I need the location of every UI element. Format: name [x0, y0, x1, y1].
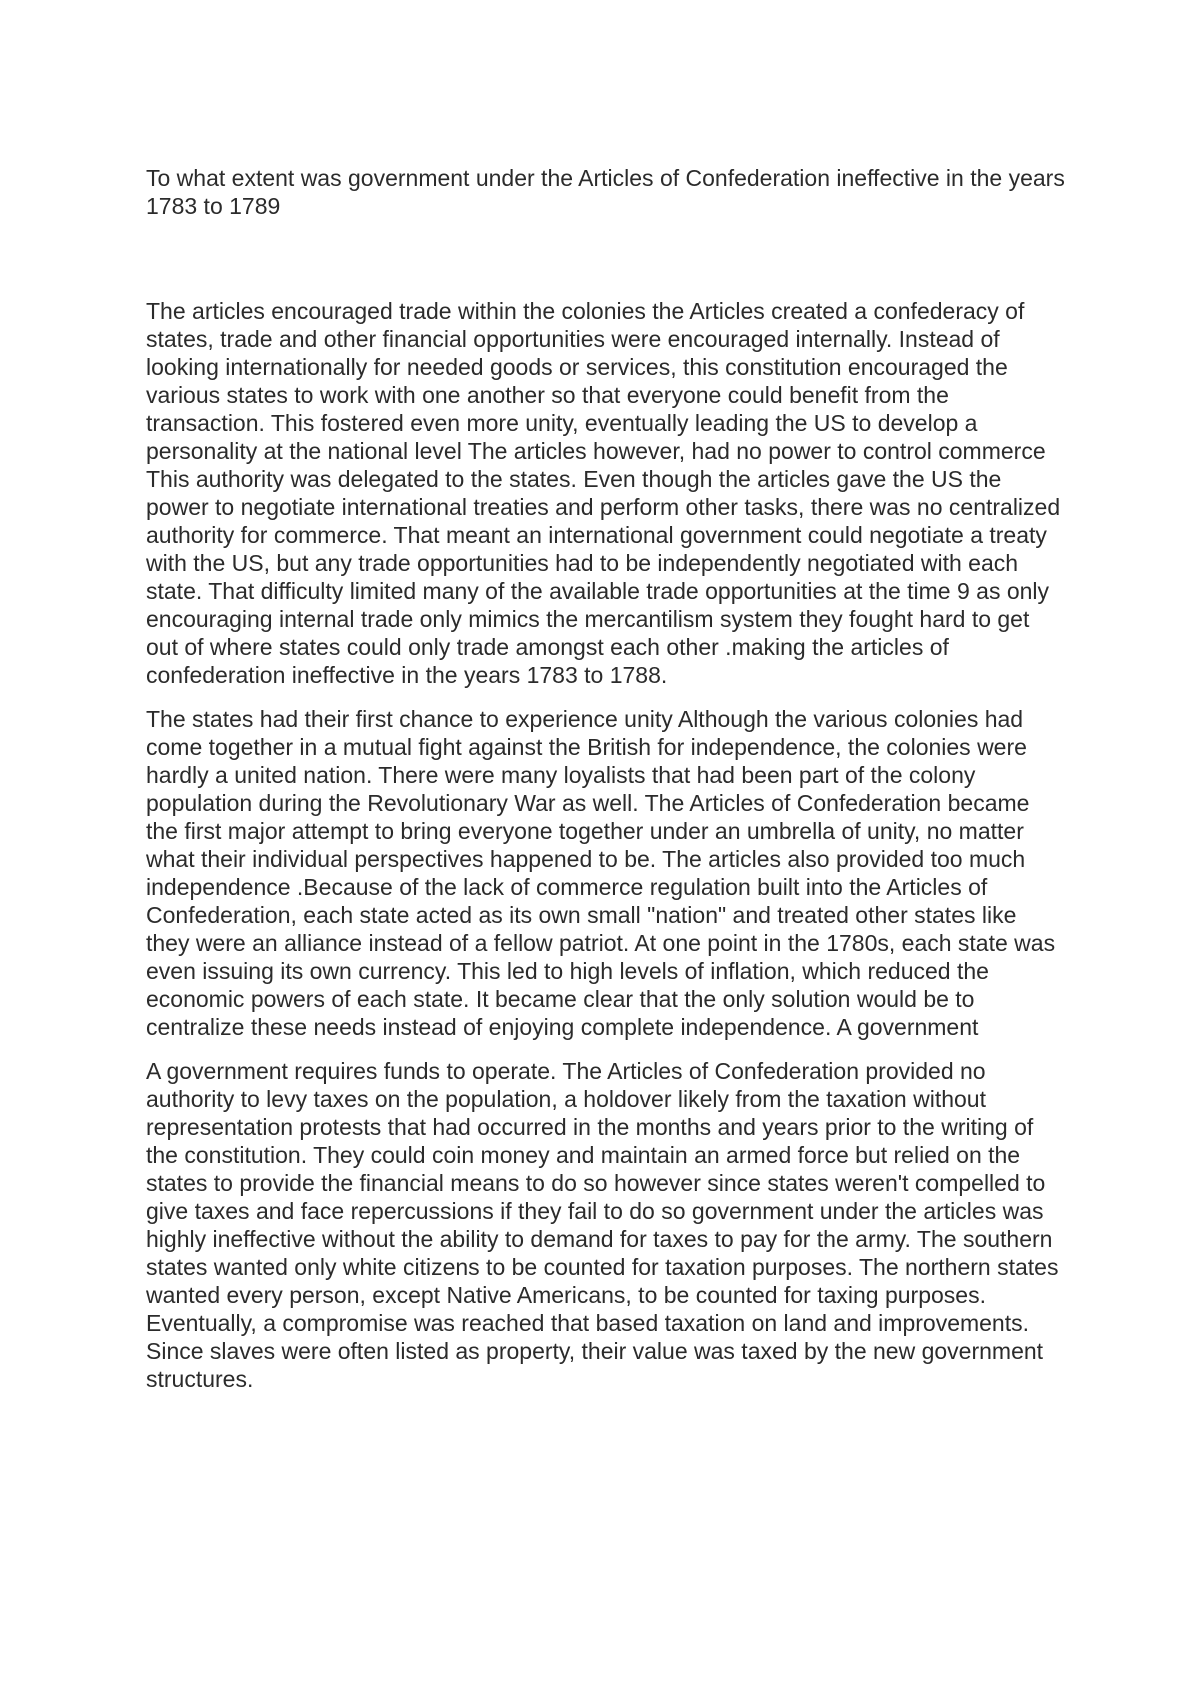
paragraph-unity: The states had their first chance to experience unity Although the various colonies had come together in a mutual fight against the British for independence, the colonies were hardly a united nation. There were many loyalists that had been part of the colony population during the Revolutionary War as well. The Articles of Confederation became the first major attempt to bring everyone together under an umbrella of unity, no matter what their individual perspectives happened to be. The articles also provided too much independence .Because of the lack of commerce regulation built into the Articles of Confederation, each state acted as its own small "nation" and treated other states like they were an alliance instead of a fellow patriot. At one point in the 1780s, each state was even issuing its own currency. This led to high levels of inflation, which reduced the economic powers of each state. It became clear that the only solution would be to centralize these needs instead of enjoying complete independence. A government — [146, 706, 1056, 1040]
document-body — [146, 164, 1066, 1409]
paragraph-taxation: A government requires funds to operate. The Articles of Confederation provided no authority to levy taxes on the population, a holdover likely from the taxation without representation protests that had occurred in the months and years prior to the writing of the constitution. They could coin money and maintain an armed force but relied on the states to provide the financial means to do so however since states weren't compelled to give taxes and face repercussions if they fail to do so government under the articles was highly ineffective without the ability to demand for taxes to pay for the army. The southern states wanted only white citizens to be counted for taxation purposes. The northern states wanted every person, except Native Americans, to be counted for taxing purposes. Eventually, a compromise was reached that based taxation on land and improvements. Since slaves were often listed as property, their value was taxed by the new government structures. — [146, 1058, 1059, 1392]
paragraph-trade: The articles encouraged trade within the colonies the Articles created a confederacy of states, trade and other financial opportunities were encouraged internally. Instead of looking internationally for needed goods or services, this constitution encouraged the various states to work with one another so that everyone could benefit from the transaction. This fostered even more unity, eventually leading the US to develop a personality at the national level The articles however, had no power to control commerce This authority was delegated to the states. Even though the articles gave the US the power to negotiate international treaties and perform other tasks, there was no centralized authority for commerce. That meant an international government could negotiate a treaty with the US, but any trade opportunities had to be independently negotiated with each state. That difficulty limited many of the available trade opportunities at the time 9 as only encouraging internal trade only mimics the mercantilism system they fought hard to get out of where states could only trade amongst each other .making the articles of confederation ineffective in the years 1783 to 1788. — [146, 298, 1061, 688]
document-title: To what extent was government under the Articles of Confederation ineffective in the years 1783 to 1789 — [146, 165, 1065, 219]
